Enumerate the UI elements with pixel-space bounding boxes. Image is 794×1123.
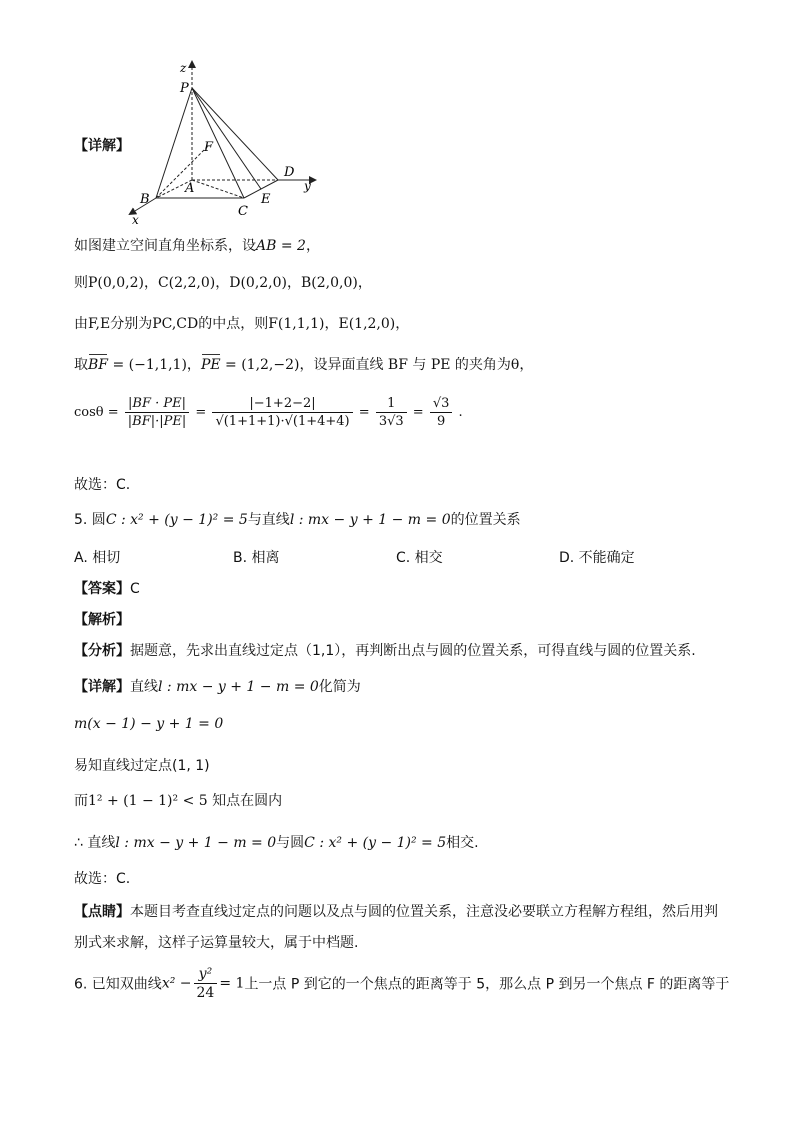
q6-fraction: $\frac{\text{y²}}{24}$: [194, 966, 218, 1001]
frac-3: $\frac{1}{3√3}$: [376, 396, 407, 429]
label-E: E: [261, 192, 271, 207]
label-x: x: [132, 213, 139, 226]
option-a: A. 相切: [74, 550, 121, 566]
label-P: P: [180, 81, 189, 96]
midpoint-line: 由F,E分别为PC,CD的中点，则F(1,1,1)，E(1,2,0)，: [74, 316, 410, 332]
label-F: F: [204, 140, 214, 155]
q5-stem: 5. 圆C : x² + (y − 1)² = 5与直线l : mx − y + 1 − m = 0的位置关系: [74, 512, 521, 528]
frac-4: $\frac{√3}{9}$: [430, 396, 453, 429]
option-d: D. 不能确定: [559, 550, 635, 566]
edge-PC: [192, 88, 244, 198]
dianjing-line-1: 【点睛】本题目考查直线过定点的问题以及点与圆的位置关系，注意没必要联立方程解方程组，然后用判: [74, 904, 718, 920]
conclusion-line: ∴ 直线l : mx − y + 1 − m = 0与圆C : x² + (y − 1)² = 5相交.: [74, 835, 479, 851]
pyramid-figure: [120, 58, 320, 226]
dianjing-line-2: 别式来求解，这样子运算量较大，属于中档题.: [74, 935, 359, 951]
xiangjie-line: 【详解】直线l : mx − y + 1 − m = 0化简为: [74, 679, 361, 695]
label-C: C: [238, 204, 248, 219]
frac-1: $\frac{|BF \cdot PE|}{|BF|\cdot|PE|}$: [125, 396, 189, 429]
q6-stem: 6. 已知双曲线x² − $\frac{\text{y²}}{24}$ = 1上一点 P 到它的一个焦点的距离等于 5，那么点 P 到另一个焦点 F 的距离等于: [74, 966, 730, 1001]
vector-line: 取BF = (−1,1,1)，PE = (1,2,−2)，设异面直线 BF 与 PE 的夹角为θ，: [74, 357, 534, 373]
frac-2: $\frac{|-1+2-2|}{√(1+1+1)\cdot√(1+4+4)}$: [212, 396, 352, 429]
inside-line: 而1² + (1 − 1)² < 5 知点在圆内: [74, 793, 283, 809]
pyramid-diagram: [120, 58, 320, 226]
equation-line: m(x − 1) − y + 1 = 0: [74, 716, 224, 732]
setup-line: 如图建立空间直角坐标系，设AB = 2，: [74, 238, 320, 254]
option-b: B. 相离: [233, 550, 280, 566]
choose-line-2: 故选：C.: [74, 871, 131, 887]
coords-line: 则P(0,0,2)，C(2,2,0)，D(0,2,0)，B(2,0,0)，: [74, 275, 372, 291]
label-B: B: [140, 192, 150, 207]
label-z: z: [180, 61, 187, 75]
choose-line-1: 故选：C.: [74, 477, 131, 493]
answer-line: 【答案】C: [74, 581, 140, 597]
option-c: C. 相交: [396, 550, 443, 566]
edge-BF: [156, 146, 208, 198]
label-y: y: [304, 179, 311, 193]
edge-PD: [192, 88, 278, 180]
cos-formula: cosθ = $\frac{|BF \cdot PE|}{|BF|\cdot|PE|}$ = $\frac{|-1+2-2|}{√(1+1+1)\cdot√(1+4+4)}$ = $\frac{1}{3√3}$ = $\frac{√3}{9}$ .: [74, 396, 463, 429]
edge-PE: [192, 88, 261, 189]
xiangjie-tag: 【详解】: [74, 138, 130, 154]
label-D: D: [284, 165, 295, 180]
label-A: A: [185, 181, 195, 196]
fenxi-line: 【分析】据题意，先求出直线过定点（1,1），再判断出点与圆的位置关系，可得直线与圆的位置关系.: [74, 643, 696, 659]
fixed-point-line: 易知直线过定点(1, 1): [74, 758, 210, 774]
edge-AC: [192, 180, 244, 198]
jiexi-tag: 【解析】: [74, 612, 130, 628]
